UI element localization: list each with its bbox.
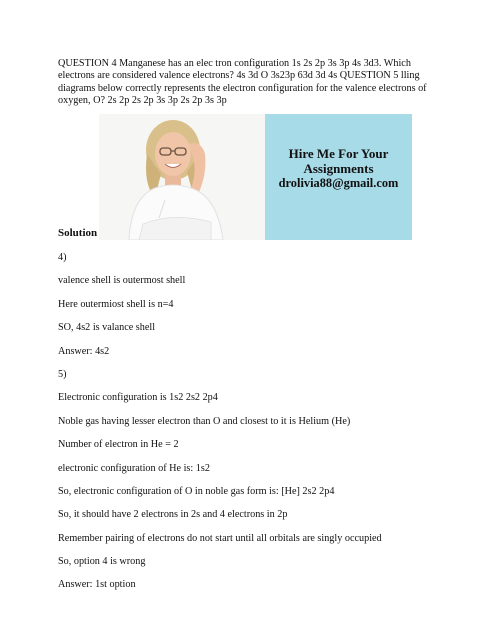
banner-line-1: Hire Me For Your	[288, 146, 389, 161]
woman-photo	[99, 114, 265, 240]
solution-line: So, electronic configuration of O in noble gas form is: [He] 2s2 2p4	[58, 485, 335, 497]
solution-line: So, option 4 is wrong	[58, 556, 146, 568]
solution-lines	[58, 252, 458, 603]
solution-line: Remember pairing of electrons do not start until all orbitals are singly occupied	[58, 532, 382, 544]
solution-line: Electronic configuration is 1s2 2s2 2p4	[58, 392, 218, 404]
solution-line: electronic configuration of He is: 1s2	[58, 462, 210, 474]
hire-banner	[265, 114, 412, 240]
solution-line: So, it should have 2 electrons in 2s and 4 electrons in 2p	[58, 509, 288, 521]
banner-line-2: Assignments	[303, 161, 374, 176]
solution-line: SO, 4s2 is valance shell	[58, 322, 156, 334]
solution-line: Number of electron in He = 2	[58, 439, 179, 451]
banner-email: drolivia88@gmail.com	[278, 176, 399, 190]
figure-row	[58, 114, 412, 240]
solution-heading: Solution	[58, 227, 98, 239]
solution-line: Noble gas having lesser electron than O and closest to it is Helium (He)	[58, 415, 351, 427]
solution-line: valence shell is outermost shell	[58, 275, 186, 287]
solution-line: 5)	[58, 368, 67, 380]
solution-line: Answer: 4s2	[58, 345, 110, 357]
question-text: QUESTION 4 Manganese has an elec tron configuration 1s 2s 2p 3s 3p 4s 3d3. Which electrons are considered valence electrons? 4s 3d O 3s23p 63d 3d 4s QUESTION 5 lling diagrams below correctly represents the electron configuration for the valence electrons of oxygen, O? 2s 2p 2s 2p 3s 3p 2s 2p 3s 3p	[58, 58, 427, 107]
solution-line: Answer: 1st option	[58, 579, 136, 591]
solution-line: Here outermiost shell is n=4	[58, 298, 174, 310]
solution-line: 4)	[58, 252, 67, 263]
banner-text	[265, 146, 412, 191]
